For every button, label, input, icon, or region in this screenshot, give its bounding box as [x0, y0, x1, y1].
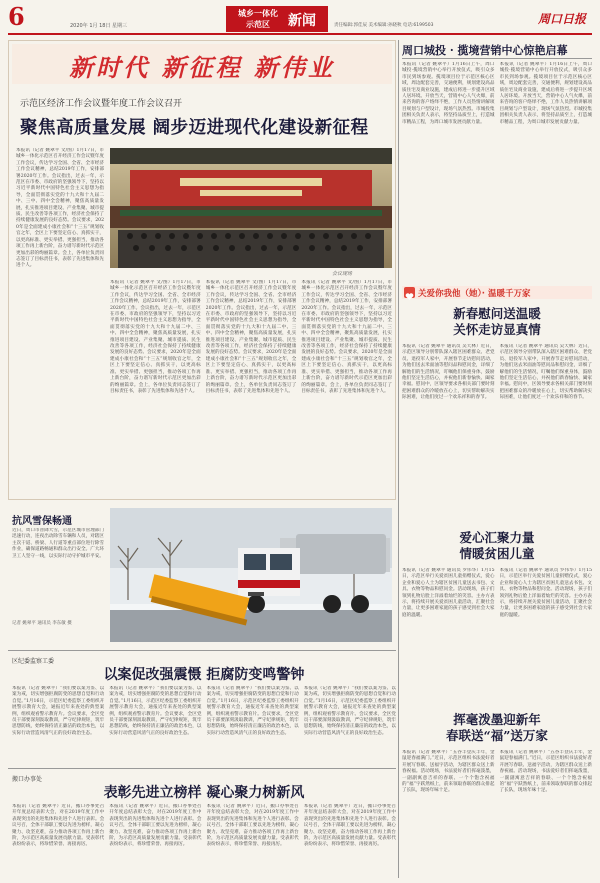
- care-story2-title-line1: 爱心汇聚力量: [459, 530, 535, 545]
- snow-title: 抗风雪保畅通: [12, 516, 72, 527]
- heart-icon: [404, 287, 415, 298]
- district-body-col2: 本报讯（记者 姚翠平）“我们要以案为鉴、以案为戒，切实增强拒腐防变的思想自觉和行动自觉。”1月16日，示范区纪委监察工委组织开展警示教育大会，通报近年来查处的典型案例，组织观看警示教育片。会议要求，全区党员干部要深刻汲取教训，严守纪律规矩，筑牢思想防线，始终保持清正廉洁的政治本色，以实际行动营造风清气正的良好政治生态。: [109, 686, 202, 736]
- district-body-col1: 本报讯（记者 姚翠平）“我们要以案为鉴、以案为戒，切实增强拒腐防变的思想自觉和行动自觉。”1月16日，示范区纪委监察工委组织开展警示教育大会，通报近年来查处的典型案例，组织观看警示教育片。会议要求，全区党员干部要深刻汲取教训，严守纪律规矩，筑牢思想防线，始终保持清正廉洁的政治本色，以实际行动营造风清气正的良好政治生态。: [12, 686, 105, 736]
- lead-body-col4: 本报讯（记者 姚翠平 文/图）1月17日，市城乡一体化示范区召开经济工作会议暨年度工作会议，传达学习全国、全省、全市经济工作会议精神，总结2019年工作，安排部署2020年工作。会议指出，过去一年，示范区在市委、市政府的坚强领导下，坚持以习近平新时代中国特色社会主义思想为指导，全面贯彻落实党的十九大和十九届二中、三中、四中全会精神，聚焦高质量发展，扎实推进项目建设、产业集聚、城市提质、民生改善等各项工作，经济社会保持了持续健康发展的良好态势。会议要求，2020年是全面建成小康社会和“十三五”规划收官之年，全区上下要坚定信心、真抓实干，以更高标准、更实举措、更强担当，推动各项工作再上新台阶，奋力谱写新时代示范区更加出彩的绚丽篇章。会上，各单位负责同志签订了目标责任书，表彰了先进集体和先进个人。: [301, 280, 393, 394]
- office-kicker: 搬口办事处: [12, 776, 43, 783]
- care-story3-title: [402, 712, 592, 744]
- masthead-logo: 周口日报: [538, 12, 587, 26]
- section-bottom: 示范区: [246, 20, 270, 29]
- snow-body: 近日，周口市普降大雪，示范区城市管理部门迅速行动，连夜出动除雪车辆和人员，对辖区主次干道、桥梁、人行道等重点部位进行除雪作业，确保道路畅通和群众出行安全。广大环卫工人坚守一线，以实际行动守护城市平安。: [12, 528, 104, 559]
- care-story3-columns: [402, 750, 592, 878]
- snow-credit: 记者 姚翠平 通讯员 李东敏 摄: [12, 621, 72, 626]
- care-label: 关爱你我他（她）· 温暖千万家: [418, 289, 531, 299]
- care-story3-body-col2: 本报讯（记者 姚翠平）“五谷丰登庆丰年，金鼠迎春福满门。”近日，示范区组织书法爱好者开展写春联、送福字活动，为辖区群众送上新春祝福。活动现场，书法爱好者们挥毫泼墨，一副副寓意吉祥的春联、一个个饱含祝福的“福”字跃然纸上，前来领取春联的群众排起了长队，现场年味十足。: [499, 750, 592, 794]
- care-story1-columns: [402, 344, 592, 524]
- care-story3-title-line2: 春联送“福”送万家: [446, 728, 548, 743]
- section-box: [226, 6, 328, 32]
- editor-line: 责任编辑:郭佳辰 美术编辑:孙晓秋 电话:6199503: [334, 23, 434, 28]
- care-story2-body-col2: 本报讯（记者 姚翠平 通讯员 罗伟华）1月15日，示范区举行关爱贫困儿童捐赠仪式，爱心企业和爱心人士为辖区贫困儿童送去书包、文具、衣物等物品和慰问金。活动现场，孩子们领到礼物后脸上洋溢着灿烂的笑容。主办方表示，将持续开展关爱贫困儿童活动，汇聚社会力量，让更多困难家庭的孩子感受到社会大家庭的温暖。: [499, 568, 592, 618]
- care-story2-title: [402, 530, 592, 562]
- column-divider: [398, 40, 399, 878]
- meeting-photo: [110, 148, 392, 268]
- lead-kicker: 示范区经济工作会议暨年度工作会议召开: [20, 99, 183, 109]
- care-story2-columns: [402, 568, 592, 704]
- care-story2-body-col1: 本报讯（记者 姚翠平 通讯员 罗伟华）1月15日，示范区举行关爱贫困儿童捐赠仪式，爱心企业和爱心人士为辖区贫困儿童送去书包、文具、衣物等物品和慰问金。活动现场，孩子们领到礼物后脸上洋溢着灿烂的笑容。主办方表示，将持续开展关爱贫困儿童活动，汇聚社会力量，让更多困难家庭的孩子感受到社会大家庭的温暖。: [402, 568, 495, 618]
- header-rule: [8, 33, 592, 35]
- care-story1-title-line2: 关怀走访显真情: [453, 322, 541, 337]
- lower-rule-1: [8, 650, 396, 651]
- care-story1-body-col2: 本报讯（记者 姚翠平 通讯员 吴天林）近日，示范区领导分别带队深入辖区困难群众、老党员、退役军人家中，开展春节走访慰问活动，为他们送去米面油等慰问品和慰问金，详细了解他们的生活情况，叮嘱他们保重身体，鼓励他们坚定生活信心，并祝他们新春愉快、阖家幸福。慰问中，区领导要求各相关部门要时刻把困难群众的冷暖放在心上，切实帮助解决实际困难，让他们度过一个欢乐祥和的春节。: [499, 344, 592, 401]
- banner-text: 新时代 新征程 新伟业: [69, 53, 335, 82]
- care-story3-title-line1: 挥毫泼墨迎新年: [453, 712, 541, 727]
- district-body-col4: 本报讯（记者 姚翠平）“我们要以案为鉴、以案为戒，切实增强拒腐防变的思想自觉和行动自觉。”1月16日，示范区纪委监察工委组织开展警示教育大会，通报近年来查处的典型案例，组织观看警示教育片。会议要求，全区党员干部要深刻汲取教训，严守纪律规矩，筑牢思想防线，始终保持清正廉洁的政治本色，以实际行动营造风清气正的良好政治生态。: [303, 686, 396, 736]
- lead-body-col3: 本报讯（记者 姚翠平 文/图）1月17日，市城乡一体化示范区召开经济工作会议暨年度工作会议，传达学习全国、全省、全市经济工作会议精神，总结2019年工作，安排部署2020年工作。会议指出，过去一年，示范区在市委、市政府的坚强领导下，坚持以习近平新时代中国特色社会主义思想为指导，全面贯彻落实党的十九大和十九届二中、三中、四中全会精神，聚焦高质量发展，扎实推进项目建设、产业集聚、城市提质、民生改善等各项工作，经济社会保持了持续健康发展的良好态势。会议要求，2020年是全面建成小康社会和“十三五”规划收官之年，全区上下要坚定信心、真抓实干，以更高标准、更实举措、更强担当，推动各项工作再上新台阶，奋力谱写新时代示范区更加出彩的绚丽篇章。会上，各单位负责同志签订了目标责任书，表彰了先进集体和先进个人。: [205, 280, 297, 394]
- lead-headline: 聚焦高质量发展 阔步迈进现代化建设新征程: [20, 118, 369, 138]
- right-top-headline: 周口城投 · 揽境营销中心惊艳启幕: [402, 44, 568, 57]
- office-body-col4: 本报讯（记者 姚翠平）近日，搬口办事处召开年度总结表彰大会，对在2019年度工作中表现突出的先进集体和先进个人进行表彰。会议号召，全体干部职工要以先进为榜样，凝心聚力、攻坚克难，奋力推动各项工作再上新台阶，为示范区高质量发展贡献力量。受表彰代表纷纷表示，将珍惜荣誉、再接再厉。: [303, 804, 396, 848]
- lower-rule-2: [8, 768, 396, 769]
- care-label-bar: [402, 286, 592, 299]
- right-top-rule: [402, 58, 592, 59]
- photo-caption: 会议现场: [332, 271, 353, 277]
- page-header: [8, 2, 592, 32]
- office-body-col1: 本报讯（记者 姚翠平）近日，搬口办事处召开年度总结表彰大会，对在2019年度工作中表现突出的先进集体和先进个人进行表彰。会议号召，全体干部职工要以先进为榜样，凝心聚力、攻坚克难，奋力推动各项工作再上新台阶，为示范区高质量发展贡献力量。受表彰代表纷纷表示，将珍惜荣誉、再接再厉。: [12, 804, 105, 848]
- right-top-columns: [402, 62, 592, 280]
- care-story1-body-col1: 本报讯（记者 姚翠平 通讯员 吴天林）近日，示范区领导分别带队深入辖区困难群众、老党员、退役军人家中，开展春节走访慰问活动，为他们送去米面油等慰问品和慰问金，详细了解他们的生活情况，叮嘱他们保重身体，鼓励他们坚定生活信心，并祝他们新春愉快、阖家幸福。慰问中，区领导要求各相关部门要时刻把困难群众的冷暖放在心上，切实帮助解决实际困难，让他们度过一个欢乐祥和的春节。: [402, 344, 495, 401]
- care-story3-body-col1: 本报讯（记者 姚翠平）“五谷丰登庆丰年，金鼠迎春福满门。”近日，示范区组织书法爱好者开展写春联、送福字活动，为辖区群众送上新春祝福。活动现场，书法爱好者们挥毫泼墨，一副副寓意吉祥的春联、一个个饱含祝福的“福”字跃然纸上，前来领取春联的群众排起了长队，现场年味十足。: [402, 750, 495, 794]
- office-columns: [12, 804, 396, 878]
- right-top-body-col1: 本报讯（记者 姚翠平）1月16日上午，周口城投·揽境营销中心举行开放仪式，吸引众多市民到场参观。揽境项目位于示范区核心区域，周边配套完善，交通便利，规划建设高品质住宅及商业设施，建成后将进一步提升区域人居环境。开放当天，营销中心人气火爆，前来咨询的客户络绎不绝，工作人员热情讲解项目规划与户型设计，现场气氛热烈。市城投集团相关负责人表示，将坚持品质至上，打造城市精品工程，为周口城市发展贡献力量。: [402, 62, 495, 125]
- office-body-col3: 本报讯（记者 姚翠平）近日，搬口办事处召开年度总结表彰大会，对在2019年度工作中表现突出的先进集体和先进个人进行表彰。会议号召，全体干部职工要以先进为榜样，凝心聚力、攻坚克难，奋力推动各项工作再上新台阶，为示范区高质量发展贡献力量。受表彰代表纷纷表示，将珍惜荣誉、再接再厉。: [206, 804, 299, 848]
- district-headline: 以案促改强震慑 拒腐防变鸣警钟: [103, 667, 305, 683]
- district-columns: [12, 686, 396, 762]
- snow-photo: [110, 508, 392, 642]
- office-headline: 表彰先进立榜样 凝心聚力树新风: [103, 785, 305, 801]
- district-body-col3: 本报讯（记者 姚翠平）“我们要以案为鉴、以案为戒，切实增强拒腐防变的思想自觉和行动自觉。”1月16日，示范区纪委监察工委组织开展警示教育大会，通报近年来查处的典型案例，组织观看警示教育片。会议要求，全区党员干部要深刻汲取教训，严守纪律规矩，筑牢思想防线，始终保持清正廉洁的政治本色，以实际行动营造风清气正的良好政治生态。: [206, 686, 299, 736]
- meeting-photo-image: [110, 148, 392, 268]
- lead-body-columns: [110, 280, 392, 490]
- section-name: 新闻: [288, 13, 316, 29]
- district-kicker: 区纪委监察工委: [12, 658, 55, 665]
- date-line: 2020年 1月 18日 星期三: [70, 23, 128, 29]
- lead-body-col1: 本报讯（记者 姚翠平 文/图）1月17日，市城乡一体化示范区召开经济工作会议暨年度工作会议，传达学习全国、全省、全市经济工作会议精神，总结2019年工作，安排部署2020年工作。会议指出，过去一年，示范区在市委、市政府的坚强领导下，坚持以习近平新时代中国特色社会主义思想为指导，全面贯彻落实党的十九大和十九届二中、三中、四中全会精神，聚焦高质量发展，扎实推进项目建设、产业集聚、城市提质、民生改善等各项工作，经济社会保持了持续健康发展的良好态势。会议要求，2020年是全面建成小康社会和“十三五”规划收官之年，全区上下要坚定信心、真抓实干，以更高标准、更实举措、更强担当，推动各项工作再上新台阶，奋力谱写新时代示范区更加出彩的绚丽篇章。会上，各单位负责同志签订了目标责任书，表彰了先进集体和先进个人。: [16, 148, 104, 269]
- page-number: 6: [8, 2, 25, 31]
- care-story2-title-line2: 情暖贫困儿童: [459, 546, 535, 561]
- care-story1-title: [402, 306, 592, 338]
- right-top-body-col2: 本报讯（记者 姚翠平）1月16日上午，周口城投·揽境营销中心举行开放仪式，吸引众多市民到场参观。揽境项目位于示范区核心区域，周边配套完善，交通便利，规划建设高品质住宅及商业设施，建成后将进一步提升区域人居环境。开放当天，营销中心人气火爆，前来咨询的客户络绎不绝，工作人员热情讲解项目规划与户型设计，现场气氛热烈。市城投集团相关负责人表示，将坚持品质至上，打造城市精品工程，为周口城市发展贡献力量。: [499, 62, 592, 125]
- care-story1-title-line1: 新春慰问送温暖: [453, 306, 541, 321]
- section-top: 城乡一体化: [238, 9, 278, 18]
- banner: [12, 44, 392, 84]
- lead-body-col2: 本报讯（记者 姚翠平 文/图）1月17日，市城乡一体化示范区召开经济工作会议暨年度工作会议，传达学习全国、全省、全市经济工作会议精神，总结2019年工作，安排部署2020年工作。会议指出，过去一年，示范区在市委、市政府的坚强领导下，坚持以习近平新时代中国特色社会主义思想为指导，全面贯彻落实党的十九大和十九届二中、三中、四中全会精神，聚焦高质量发展，扎实推进项目建设、产业集聚、城市提质、民生改善等各项工作，经济社会保持了持续健康发展的良好态势。会议要求，2020年是全面建成小康社会和“十三五”规划收官之年，全区上下要坚定信心、真抓实干，以更高标准、更实举措、更强担当，推动各项工作再上新台阶，奋力谱写新时代示范区更加出彩的绚丽篇章。会上，各单位负责同志签订了目标责任书，表彰了先进集体和先进个人。: [110, 280, 201, 394]
- office-body-col2: 本报讯（记者 姚翠平）近日，搬口办事处召开年度总结表彰大会，对在2019年度工作中表现突出的先进集体和先进个人进行表彰。会议号召，全体干部职工要以先进为榜样，凝心聚力、攻坚克难，奋力推动各项工作再上新台阶，为示范区高质量发展贡献力量。受表彰代表纷纷表示，将珍惜荣誉、再接再厉。: [109, 804, 202, 848]
- snowplow-photo-image: [110, 508, 392, 642]
